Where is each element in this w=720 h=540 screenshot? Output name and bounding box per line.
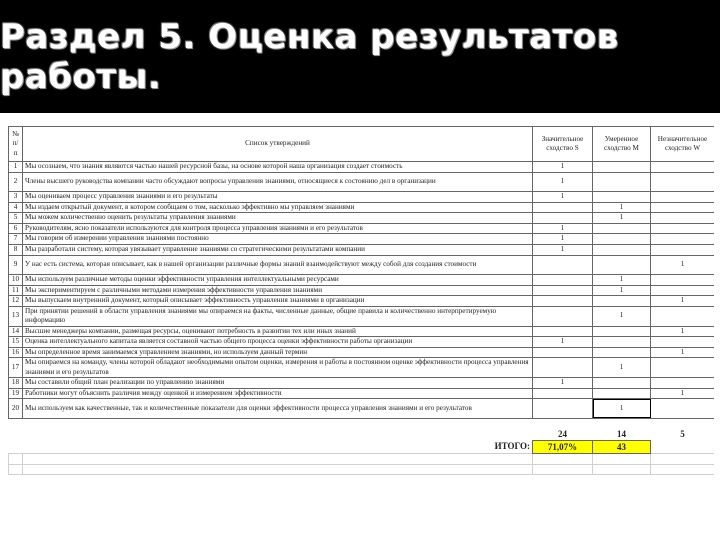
row-statement: При принятии решений в области управления знаниями мы опираемся на факты, численные данные, общие правила и количественно интерпретируемую информацию [23, 306, 533, 326]
row-w-value: 1 [651, 296, 715, 307]
row-m-value: 1 [593, 202, 651, 213]
row-number: 1 [9, 162, 23, 173]
table-row [9, 388, 715, 399]
table-row [9, 285, 715, 296]
row-number: 16 [9, 347, 23, 358]
row-s-value [533, 213, 593, 224]
row-statement: У нас есть система, которая описывает, как в нашей организации различные формы знаний взаимодействуют между собой для создания стоимости [23, 255, 533, 274]
row-statement: Мы разработали систему, которая увязывает управление знаниями со стратегическими результатами компании [23, 244, 533, 255]
row-number: 10 [9, 274, 23, 285]
header-num: № п/п [9, 127, 23, 162]
row-s-value [533, 202, 593, 213]
table-row [9, 223, 715, 234]
slide-title: Раздел 5. Оценка результатов работы. [0, 16, 619, 97]
row-w-value [651, 337, 715, 348]
row-m-value: 1 [593, 358, 651, 378]
row-m-value: 1 [593, 306, 651, 326]
row-statement: Мы составили общий план реализации по управлению знаниями [23, 378, 533, 389]
row-w-value [651, 172, 715, 191]
row-s-value: 1 [533, 244, 593, 255]
row-statement: Мы говорим об измерении управления знаниями постоянно [23, 234, 533, 245]
row-statement: Работники могут объяснить различия между оценкой и измерением эффективности [23, 388, 533, 399]
itogo-value: 43 [593, 441, 651, 454]
row-m-value [593, 162, 651, 173]
row-w-value [651, 399, 715, 418]
row-w-value [651, 378, 715, 389]
row-m-value [593, 388, 651, 399]
row-m-value [593, 244, 651, 255]
row-m-value [593, 378, 651, 389]
row-s-value [533, 255, 593, 274]
row-statement: Мы используем различные методы оценки эффективности управления интеллектуальными ресурсами [23, 274, 533, 285]
row-w-value [651, 213, 715, 224]
row-m-value [593, 191, 651, 202]
row-statement: Мы выпускаем внутренний документ, который описывает эффективность управления знаниями в организации [23, 296, 533, 307]
total-s: 24 [558, 428, 567, 439]
row-statement: Мы оцениваем процесс управления знаниями и его результаты [23, 191, 533, 202]
totals-row [9, 428, 715, 441]
itogo-percent: 71,07% [533, 441, 593, 454]
row-number: 15 [9, 337, 23, 348]
row-m-value: 1 [593, 399, 651, 418]
row-m-value [593, 223, 651, 234]
row-m-value [593, 172, 651, 191]
row-statement: Мы экспериментируем с различными методами измерения эффективности управления знаниями [23, 285, 533, 296]
table-row [9, 274, 715, 285]
row-s-value [533, 285, 593, 296]
row-number: 12 [9, 296, 23, 307]
row-m-value [593, 234, 651, 245]
table-row [9, 296, 715, 307]
row-number: 14 [9, 326, 23, 337]
row-statement: Мы издаем открытый документ, в котором сообщаем о том, насколько эффективно мы управляем знаниями [23, 202, 533, 213]
table-row [9, 191, 715, 202]
table-header-row [9, 127, 715, 162]
row-m-value [593, 296, 651, 307]
table-row [9, 162, 715, 173]
table-row [9, 347, 715, 358]
row-statement: Мы осознаем, что знания являются частью нашей ресурсной базы, на основе которой наша организация создает стоимость [23, 162, 533, 173]
row-s-value [533, 296, 593, 307]
slide-header [0, 0, 720, 113]
itogo-label: ИТОГО: [494, 441, 530, 452]
row-number: 20 [9, 399, 23, 418]
row-w-value [651, 274, 715, 285]
row-statement: Члены высшего руководства компании часто обсуждают вопросы управления знаниями, относящиеся к состоянию дел в организации [23, 172, 533, 191]
table-body [9, 162, 715, 419]
row-w-value [651, 162, 715, 173]
row-w-value [651, 191, 715, 202]
row-m-value [593, 337, 651, 348]
row-s-value: 1 [533, 234, 593, 245]
row-s-value: 1 [533, 223, 593, 234]
row-number: 6 [9, 223, 23, 234]
assessment-table [8, 126, 714, 475]
row-m-value: 1 [593, 274, 651, 285]
row-s-value: 1 [533, 172, 593, 191]
table-row [9, 399, 715, 418]
row-number: 8 [9, 244, 23, 255]
row-w-value [651, 223, 715, 234]
row-w-value [651, 244, 715, 255]
row-m-value: 1 [593, 213, 651, 224]
row-m-value: 1 [593, 285, 651, 296]
table-row [9, 202, 715, 213]
row-w-value [651, 202, 715, 213]
assessment-sheet [8, 126, 714, 534]
row-s-value [533, 326, 593, 337]
row-statement: Высшие менеджеры компании, размещая ресурсы, оценивают потребность в развитии тех или иных знаний [23, 326, 533, 337]
row-number: 5 [9, 213, 23, 224]
row-w-value: 1 [651, 388, 715, 399]
total-w: 5 [680, 428, 685, 439]
table-row [9, 378, 715, 389]
row-m-value [593, 326, 651, 337]
row-number: 11 [9, 285, 23, 296]
row-statement: Мы можем количественно оценить результаты управления знаниями [23, 213, 533, 224]
row-w-value [651, 306, 715, 326]
row-number: 19 [9, 388, 23, 399]
table-row [9, 358, 715, 378]
row-s-value [533, 388, 593, 399]
row-number: 13 [9, 306, 23, 326]
row-w-value: 1 [651, 347, 715, 358]
row-s-value: 1 [533, 191, 593, 202]
row-statement: Руководителям, ясно показатели используются для контроля процесса управления знаниями и его результатов [23, 223, 533, 234]
table-row [9, 234, 715, 245]
row-statement: Мы используем как качественные, так и количественные показатели для оценки эффективности процесса управления знаниями и его результатов [23, 399, 533, 418]
row-number: 3 [9, 191, 23, 202]
row-number: 4 [9, 202, 23, 213]
row-statement: Мы опираемся на команду, члены которой обладают необходимыми опытом оценки, измерения и работы в постоянном оценке эффективности процесса управления знаниями и его результатов [23, 358, 533, 378]
row-number: 2 [9, 172, 23, 191]
header-statements: Список утверждений [23, 127, 533, 162]
row-s-value [533, 399, 593, 418]
row-s-value [533, 306, 593, 326]
row-m-value [593, 347, 651, 358]
row-m-value [593, 255, 651, 274]
row-w-value [651, 358, 715, 378]
table-row [9, 172, 715, 191]
table-row [9, 244, 715, 255]
table-row [9, 255, 715, 274]
row-s-value: 1 [533, 378, 593, 389]
row-s-value [533, 358, 593, 378]
itogo-row [9, 441, 715, 454]
table-row [9, 306, 715, 326]
row-s-value: 1 [533, 162, 593, 173]
total-m: 14 [617, 428, 626, 439]
table-row [9, 337, 715, 348]
row-w-value: 1 [651, 255, 715, 274]
row-number: 7 [9, 234, 23, 245]
table-row [9, 213, 715, 224]
row-s-value: 1 [533, 337, 593, 348]
header-w: Незначительное сходство W [651, 127, 715, 162]
header-m: Умеренное сходство M [593, 127, 651, 162]
row-number: 18 [9, 378, 23, 389]
row-s-value [533, 347, 593, 358]
row-number: 9 [9, 255, 23, 274]
table-row [9, 326, 715, 337]
row-s-value [533, 274, 593, 285]
row-w-value [651, 234, 715, 245]
row-w-value [651, 285, 715, 296]
row-w-value: 1 [651, 326, 715, 337]
row-statement: Мы определенное время занимаемся управлением знаниями, но используем данный термин [23, 347, 533, 358]
row-statement: Оценка интеллектуального капитала является составной частью общего процесса оценки эффективности работы организации [23, 337, 533, 348]
row-number: 17 [9, 358, 23, 378]
header-s: Значительное сходство S [533, 127, 593, 162]
